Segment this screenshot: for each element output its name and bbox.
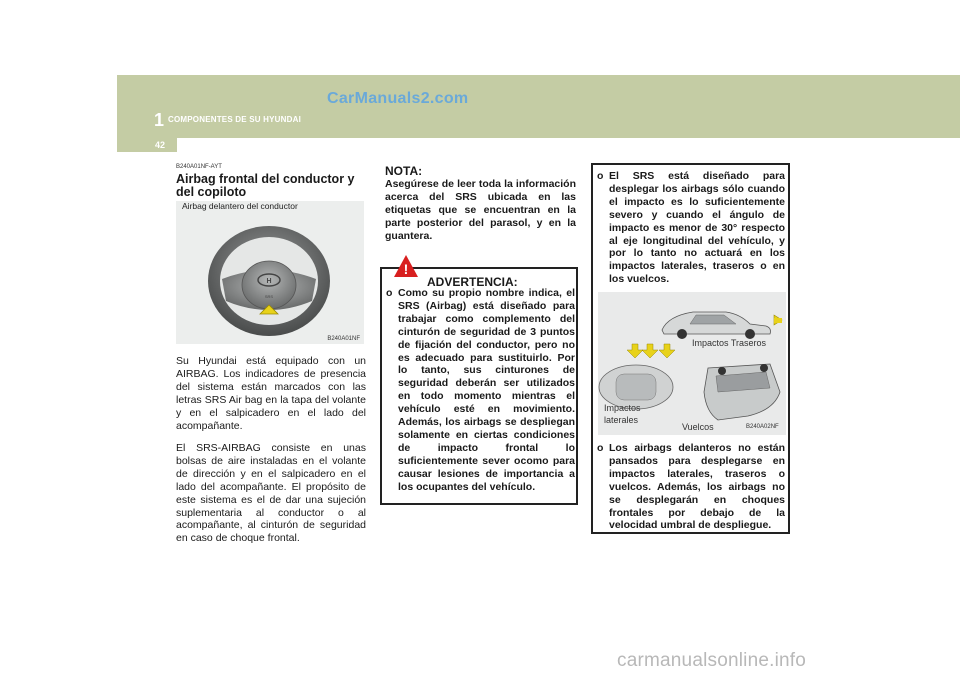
- bullet-marker: o: [597, 170, 604, 182]
- srs-logo-text: SRS: [264, 294, 274, 299]
- footer-watermark: carmanualsonline.info: [617, 650, 807, 671]
- steering-wheel-illustration: [176, 201, 364, 344]
- photo-reference: B240A01NF: [327, 336, 360, 342]
- side-impact-label-line1: Impactos: [604, 403, 641, 413]
- bullet-marker: o: [597, 442, 604, 454]
- note-title: NOTA:: [385, 164, 423, 178]
- srs-bullet-2: [597, 442, 785, 532]
- warning-text-block: [386, 287, 575, 494]
- body-paragraph-2: El SRS-AIRBAG consiste en unas bolsas de aire instaladas en el volante de dirección y en el salpicadero en el lado del acompañante. El propósito de este sistema es el de dar una sujeción suplementaria al conductor o al acompañante, al cinturón de seguridad en caso de choque frontal.: [176, 442, 366, 545]
- watermark-link[interactable]: CarManuals2.com: [327, 90, 469, 107]
- side-impact-label-line2: laterales: [604, 415, 639, 425]
- side-impact-arrow-icon: [642, 344, 658, 358]
- rollover-label: Vuelcos: [682, 422, 714, 432]
- chapter-header-band: [117, 75, 960, 138]
- chapter-number: 1: [154, 110, 165, 130]
- bullet-text: El SRS está diseñado para desplegar los airbags sólo cuando el impacto es lo suficientemente severo y cuando el ángulo de impacto es menor de 30° respecto al eje longitudinal del vehículo, y por lo tanto no actuará en los impactos laterales, traseros o en los vuelcos.: [609, 170, 785, 286]
- rear-impact-car: [662, 312, 771, 339]
- rollover-car: [704, 364, 780, 420]
- section-code: B240A01NF-AYT: [176, 164, 222, 170]
- bullet-text: Los airbags delanteros no están pansados para desplegarse en impactos laterales, traseros o vuelcos. Además, los airbags no se desplegarán en choques frontales por debajo de la velocidad umbral de despliegue.: [609, 442, 785, 532]
- rear-impact-label: Impactos Traseros: [692, 338, 767, 348]
- side-impact-arrow-icon: [659, 344, 675, 358]
- impact-diagram: [598, 292, 786, 435]
- chapter-title: COMPONENTES DE SU HYUNDAI: [168, 115, 302, 124]
- warning-title: ADVERTENCIA:: [427, 275, 518, 289]
- bullet-marker: o: [386, 287, 393, 299]
- impact-types-illustration: [598, 292, 786, 435]
- svg-text:H: H: [266, 278, 272, 285]
- section-title: Airbag frontal del conductor y del copiloto: [176, 172, 355, 199]
- page-number-tab: [117, 138, 177, 152]
- note-text: Asegúrese de leer toda la información acerca del SRS ubicada en las etiquetas que se encuentran en la parte posterior del parasol, y en la guantera.: [385, 178, 576, 242]
- photo-reference: B240A02NF: [746, 424, 779, 430]
- steering-wheel-photo: [176, 201, 364, 344]
- side-impact-arrow-icon: [627, 344, 643, 358]
- warning-symbol: !: [403, 261, 409, 277]
- body-paragraph-1: Su Hyundai está equipado con un AIRBAG. Los indicadores de presencia del sistema están marcados con las letras SRS Air bag en la tapa del volante y en el salpicadero en el lado del acompañante.: [176, 355, 366, 432]
- srs-bullet-1: [597, 170, 785, 286]
- warning-text: Como su propio nombre indica, el SRS (Airbag) está diseñado para trabajar como complemento del cinturón de seguridad de 3 puntos de fijación del conductor, pero no es adecuado para sustituirlo. Por lo tanto, sus cinturones de seguridad deberán ser utilizados en todo momento mientras el vehículo esté en movimiento. Además, los airbags se despliegan solamente en ciertas condiciones de impacto frontal lo suficientemente sever ocomo para causar lesiones de importancia a los ocupantes del vehículo.: [398, 287, 575, 493]
- warning-triangle-icon: [393, 254, 419, 278]
- photo-caption: Airbag delantero del conductor: [182, 201, 298, 211]
- page-number: 42: [155, 140, 166, 150]
